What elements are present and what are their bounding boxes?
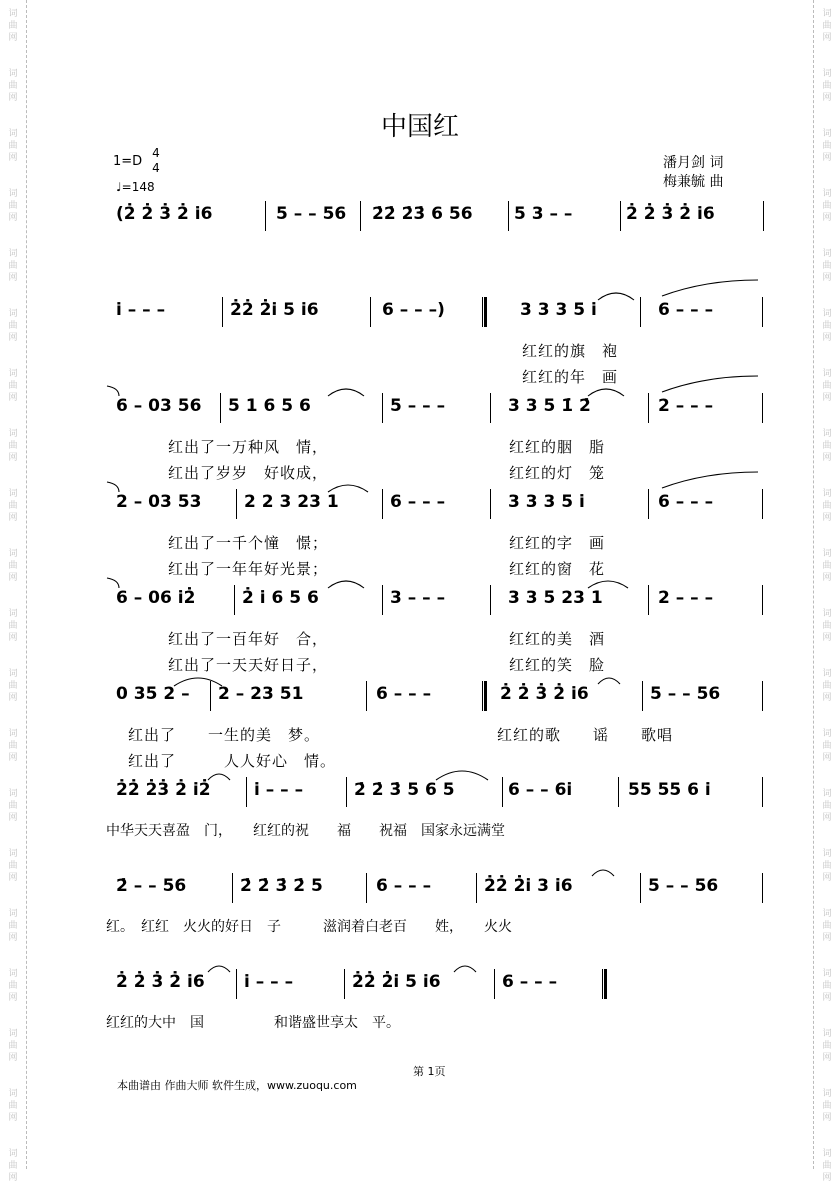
measure-notes: 2̇ 2̇ 3̇ 2̇ i̇6 bbox=[500, 684, 589, 704]
repeat-barline bbox=[482, 681, 487, 711]
watermark-text: 词 曲 网 bbox=[822, 129, 832, 163]
slur bbox=[590, 864, 616, 878]
measure-notes: 3 3 3 5 i̇ bbox=[520, 300, 597, 320]
measure-notes: 2̇2̇ 2̇3̇ 6 56 bbox=[372, 204, 473, 224]
barline bbox=[642, 681, 643, 711]
barline bbox=[762, 681, 763, 711]
measure-notes: i̇ – – – bbox=[244, 972, 294, 992]
barline bbox=[762, 393, 763, 423]
watermark-text: 词 曲 网 bbox=[8, 1149, 18, 1183]
barline bbox=[344, 969, 345, 999]
barline bbox=[648, 393, 649, 423]
barline bbox=[220, 393, 221, 423]
barline bbox=[508, 201, 509, 231]
score-line-4 bbox=[110, 489, 766, 519]
watermark-text: 词 曲 网 bbox=[8, 789, 18, 823]
watermark-text: 词 曲 网 bbox=[8, 729, 18, 763]
score-line-3 bbox=[110, 393, 766, 423]
footer-note: 本曲谱由 作曲大师 软件生成，www.zuoqu.com bbox=[117, 1079, 357, 1092]
barline bbox=[346, 777, 347, 807]
measure-notes: 3 3 5 1̇ 2̇ bbox=[508, 396, 591, 416]
left-watermark-strip bbox=[0, 0, 27, 1183]
barline bbox=[236, 489, 237, 519]
measure-notes: 2̇2̇ 2̇i̇ 3 i̇6 bbox=[484, 876, 573, 896]
measure-notes: i̇ – – – bbox=[254, 780, 304, 800]
watermark-text: 词 曲 网 bbox=[8, 909, 18, 943]
measure-notes: 6 – – – bbox=[376, 684, 432, 704]
measure-notes: 2 – 23 51 bbox=[218, 684, 304, 704]
barline bbox=[502, 777, 503, 807]
measure-notes: 0 35 2 – bbox=[116, 684, 190, 704]
tie-arc bbox=[660, 374, 760, 394]
measure-notes: 2̇ 2̇ 3̇ 2̇ 5 bbox=[240, 876, 323, 896]
score-line-8 bbox=[110, 873, 766, 903]
watermark-text: 词 曲 网 bbox=[8, 1029, 18, 1063]
watermark-text: 词 曲 网 bbox=[822, 1029, 832, 1063]
lyric-line-2-verse-1: 红红的旗 袍 bbox=[522, 342, 619, 360]
slur bbox=[326, 384, 366, 398]
tie-arc-end bbox=[105, 384, 121, 398]
barline bbox=[490, 489, 491, 519]
barline bbox=[494, 969, 495, 999]
slur bbox=[452, 960, 478, 974]
barline bbox=[648, 585, 649, 615]
measure-notes: 6 – – – bbox=[390, 492, 446, 512]
barline bbox=[370, 297, 371, 327]
barline bbox=[366, 873, 367, 903]
measure-notes: 5 3 – – bbox=[514, 204, 573, 224]
barline bbox=[234, 585, 235, 615]
barline bbox=[762, 489, 763, 519]
barline bbox=[762, 297, 763, 327]
barline bbox=[476, 873, 477, 903]
watermark-text: 词 曲 网 bbox=[8, 309, 18, 343]
barline bbox=[640, 297, 641, 327]
watermark-text: 词 曲 网 bbox=[8, 369, 18, 403]
measure-notes: 6 – 06 i̇2̇ bbox=[116, 588, 196, 608]
watermark-text: 词 曲 网 bbox=[8, 549, 18, 583]
lyric-line-3-verse-1-a: 红出了一万种风 情， bbox=[168, 438, 329, 456]
measure-notes: 2 2 3 23 1 bbox=[244, 492, 339, 512]
barline bbox=[762, 873, 763, 903]
watermark-text: 词 曲 网 bbox=[8, 489, 18, 523]
tempo-marking: ♩=148 bbox=[116, 180, 155, 194]
lyric-line-4-verse-2-a: 红出了一年年好光景； bbox=[168, 560, 329, 578]
lyric-line-4-verse-1-b: 红红的字 画 bbox=[509, 534, 606, 552]
watermark-text: 词 曲 网 bbox=[8, 189, 18, 223]
watermark-text: 词 曲 网 bbox=[822, 429, 832, 463]
watermark-text: 词 曲 网 bbox=[8, 69, 18, 103]
watermark-text: 词 曲 网 bbox=[822, 1089, 832, 1123]
watermark-text: 词 曲 网 bbox=[822, 849, 832, 883]
slur bbox=[596, 288, 636, 302]
barline bbox=[232, 873, 233, 903]
watermark-text: 词 曲 网 bbox=[822, 309, 832, 343]
watermark-text: 词 曲 网 bbox=[8, 969, 18, 1003]
measure-notes: 2̇2̇ 2̇i̇ 5 i̇6 bbox=[352, 972, 441, 992]
lyric-line-4-verse-2-b: 红红的窗 花 bbox=[509, 560, 606, 578]
score-line-5 bbox=[110, 585, 766, 615]
repeat-barline bbox=[602, 969, 607, 999]
watermark-text: 词 曲 网 bbox=[822, 1149, 832, 1183]
barline bbox=[382, 585, 383, 615]
key-signature: 1=D bbox=[113, 154, 143, 169]
watermark-text: 词 曲 网 bbox=[822, 189, 832, 223]
barline bbox=[762, 585, 763, 615]
watermark-text: 词 曲 网 bbox=[8, 669, 18, 703]
measure-notes: 5 – – 56 bbox=[650, 684, 721, 704]
tie-arc-end bbox=[105, 480, 121, 494]
lyric-line-6-verse-2: 红出了 人人好心 情。 bbox=[128, 752, 337, 770]
watermark-text: 词 曲 网 bbox=[8, 609, 18, 643]
measure-notes: 2̇ 2̇ 3̇ 5 6 5 bbox=[354, 780, 455, 800]
watermark-text: 词 曲 网 bbox=[822, 69, 832, 103]
lyric-line-5-verse-1-a: 红出了一百年好 合， bbox=[168, 630, 329, 648]
watermark-text: 词 曲 网 bbox=[8, 1089, 18, 1123]
measure-notes: 2̇ i̇ 6 5 6 bbox=[242, 588, 319, 608]
barline bbox=[640, 873, 641, 903]
repeat-barline bbox=[482, 297, 487, 327]
measure-notes: 2 – 03 53 bbox=[116, 492, 202, 512]
watermark-text: 词 曲 网 bbox=[8, 429, 18, 463]
measure-notes: 55 55 6 i̇ bbox=[628, 780, 711, 800]
barline bbox=[222, 297, 223, 327]
watermark-text: 词 曲 网 bbox=[822, 909, 832, 943]
time-signature-top: 4 bbox=[152, 146, 160, 160]
watermark-text: 词 曲 网 bbox=[8, 129, 18, 163]
measure-notes: 6 – – 6i̇ bbox=[508, 780, 573, 800]
measure-notes: 2̇ 2̇ 3̇ 2̇ i̇6 bbox=[116, 972, 205, 992]
barline bbox=[763, 201, 764, 231]
measure-notes: 6 – – –) bbox=[382, 300, 445, 320]
barline bbox=[246, 777, 247, 807]
barline bbox=[762, 777, 763, 807]
measure-notes: i̇ – – – bbox=[116, 300, 166, 320]
lyric-line-5-verse-2-b: 红红的笑 脸 bbox=[509, 656, 606, 674]
slur bbox=[206, 960, 232, 974]
lyric-line-7: 中华天天喜盈 门， 红红的祝 福 祝福 国家永远满堂 bbox=[106, 823, 505, 839]
measure-notes: 6 – – – bbox=[376, 876, 432, 896]
lyric-line-6-verse-1-a: 红出了 一生的美 梦。 bbox=[128, 726, 321, 744]
measure-notes: 5 – – – bbox=[390, 396, 446, 416]
measure-notes: 6 – – – bbox=[658, 300, 714, 320]
lyric-line-5-verse-1-b: 红红的美 酒 bbox=[509, 630, 606, 648]
lyric-line-4-verse-1-a: 红出了一千个憧 憬； bbox=[168, 534, 329, 552]
measure-notes: 6 – 03 56 bbox=[116, 396, 202, 416]
watermark-text: 词 曲 网 bbox=[822, 249, 832, 283]
measure-notes: 5 – – 56 bbox=[276, 204, 347, 224]
barline bbox=[490, 393, 491, 423]
lyric-line-5-verse-2-a: 红出了一天天好日子， bbox=[168, 656, 329, 674]
measure-notes: (2̇ 2̇ 3̇ 2̇ i̇6 bbox=[116, 204, 213, 224]
time-signature-bottom: 4 bbox=[152, 161, 160, 175]
measure-notes: 5 – – 56 bbox=[648, 876, 719, 896]
score-line-1 bbox=[110, 201, 766, 231]
barline bbox=[382, 393, 383, 423]
measure-notes: 2 – – – bbox=[658, 588, 714, 608]
lyric-line-9: 红红的大中 国 和谐盛世享太 平。 bbox=[106, 1015, 400, 1031]
barline bbox=[360, 201, 361, 231]
measure-notes: 3 3 3 5 i̇ bbox=[508, 492, 585, 512]
watermark-text: 词 曲 网 bbox=[822, 729, 832, 763]
measure-notes: 6 – – – bbox=[658, 492, 714, 512]
measure-notes: 2̇2̇ 2̇i̇ 5 i̇6 bbox=[230, 300, 319, 320]
watermark-text: 词 曲 网 bbox=[8, 849, 18, 883]
watermark-text: 词 曲 网 bbox=[8, 9, 18, 43]
slur bbox=[434, 764, 490, 782]
slur bbox=[326, 576, 366, 590]
lyric-line-6-verse-1-b: 红红的歌 谣 歌唱 bbox=[497, 726, 674, 744]
watermark-text: 词 曲 网 bbox=[822, 369, 832, 403]
barline bbox=[618, 777, 619, 807]
watermark-text: 词 曲 网 bbox=[822, 549, 832, 583]
tie-arc bbox=[660, 278, 760, 298]
barline bbox=[490, 585, 491, 615]
watermark-text: 词 曲 网 bbox=[822, 969, 832, 1003]
barline bbox=[382, 489, 383, 519]
measure-notes: 2̇ – – 56 bbox=[116, 876, 187, 896]
page-number: 第 1页 bbox=[413, 1065, 446, 1078]
measure-notes: 2 – – – bbox=[658, 396, 714, 416]
score-line-2 bbox=[110, 297, 766, 327]
measure-notes: 2̇ 2̇ 3̇ 2̇ i̇6 bbox=[626, 204, 715, 224]
tie-arc bbox=[660, 470, 760, 490]
watermark-text: 词 曲 网 bbox=[822, 489, 832, 523]
watermark-text: 词 曲 网 bbox=[822, 669, 832, 703]
lyric-line-3-verse-1-b: 红红的胭 脂 bbox=[509, 438, 606, 456]
measure-notes: 2̇2̇ 2̇3̇ 2̇ i̇2̇ bbox=[116, 780, 211, 800]
time-signature bbox=[149, 146, 163, 176]
watermark-text: 词 曲 网 bbox=[822, 9, 832, 43]
lyric-line-3-verse-2-a: 红出了岁岁 好收成， bbox=[168, 464, 329, 482]
composer-credit: 梅兼毓 曲 bbox=[663, 174, 724, 190]
barline bbox=[236, 969, 237, 999]
watermark-text: 词 曲 网 bbox=[822, 789, 832, 823]
song-title: 中国红 bbox=[380, 112, 459, 142]
tie-arc-end bbox=[105, 576, 121, 590]
measure-notes: 5 1 6 5 6 bbox=[228, 396, 311, 416]
measure-notes: 3 – – – bbox=[390, 588, 446, 608]
lyric-line-8: 红。 红红 火火的好日 子 滋润着白老百 姓， 火火 bbox=[106, 919, 512, 935]
measure-notes: 3 3 5 23 1 bbox=[508, 588, 603, 608]
lyric-line-3-verse-2-b: 红红的灯 笼 bbox=[509, 464, 606, 482]
right-watermark-strip bbox=[813, 0, 840, 1183]
watermark-text: 词 曲 网 bbox=[822, 609, 832, 643]
watermark-text: 词 曲 网 bbox=[8, 249, 18, 283]
barline bbox=[648, 489, 649, 519]
lyricist-credit: 潘月剑 词 bbox=[663, 155, 724, 171]
measure-notes: 6 – – – bbox=[502, 972, 558, 992]
lyric-line-2-verse-2: 红红的年 画 bbox=[522, 368, 619, 386]
barline bbox=[265, 201, 266, 231]
barline bbox=[620, 201, 621, 231]
slur bbox=[326, 480, 370, 494]
barline bbox=[366, 681, 367, 711]
